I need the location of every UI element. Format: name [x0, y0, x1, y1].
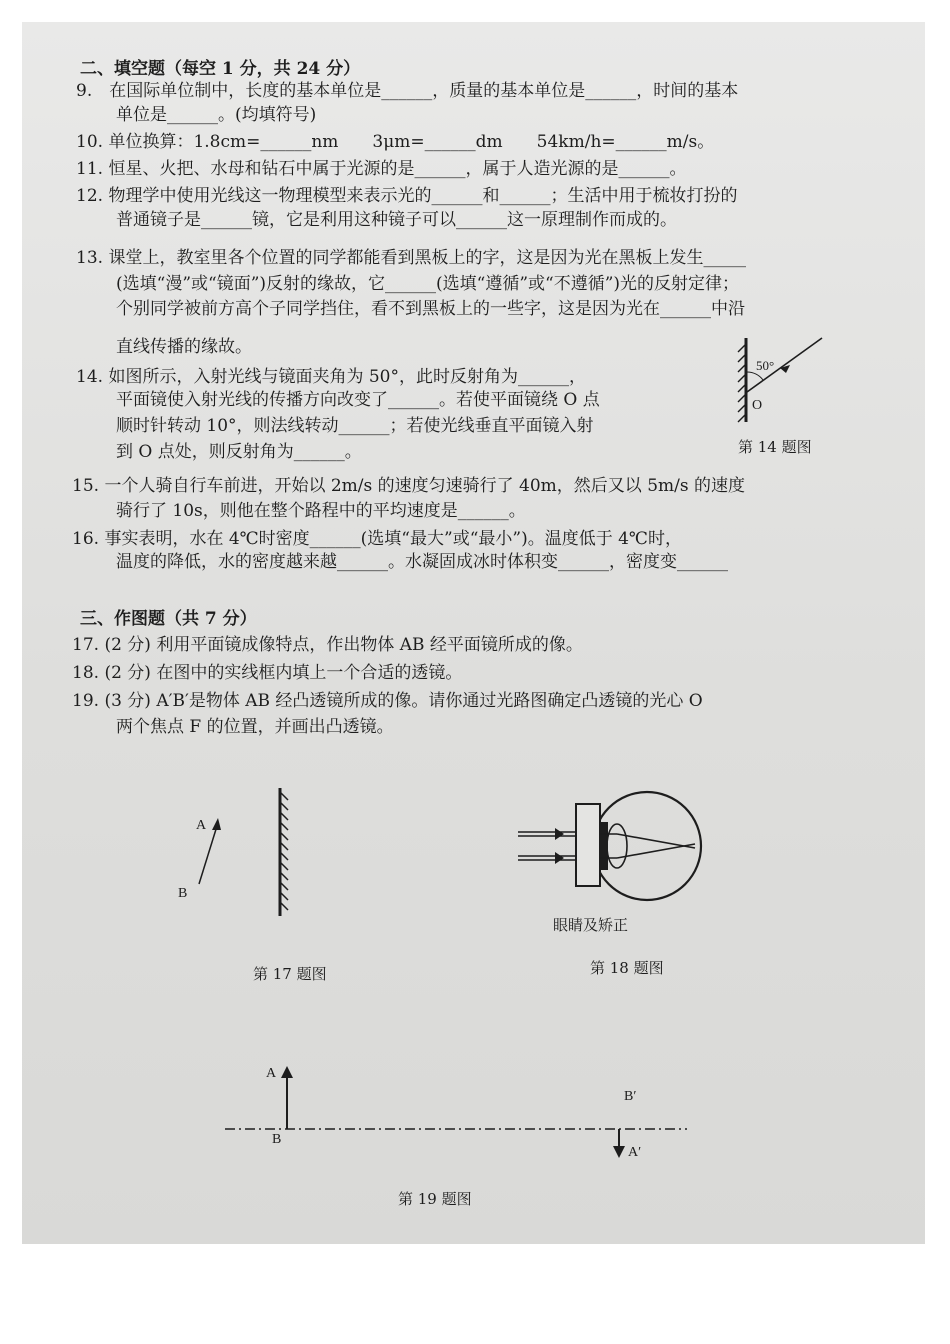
- fig18-ray-arrow-bottom: [555, 852, 564, 864]
- q13-line3: 个别同学被前方高个子同学挡住，看不到黑板上的一些字，这是因为光在______中沿: [116, 299, 745, 319]
- q14-line2: 平面镜使入射光线的传播方向改变了______。若使平面镜绕 O 点: [116, 390, 600, 410]
- fig19-label-b-prime: B′: [624, 1089, 637, 1104]
- fig19-diagram: [225, 1062, 690, 1162]
- fig14-caption: 第 14 题图: [738, 438, 812, 456]
- fig17-caption: 第 17 题图: [253, 965, 327, 983]
- fig19-label-b: B: [272, 1132, 282, 1147]
- fig19-caption: 第 19 题图: [398, 1190, 472, 1208]
- fig18-pupil-bar: [601, 822, 608, 870]
- fig14-point-o: O: [752, 398, 763, 413]
- q14-line3: 顺时针转动 10°，则法线转动______；若使光线垂直平面镜入射: [116, 416, 594, 436]
- fig18-sublabel: 眼睛及矫正: [553, 916, 629, 934]
- fig18-caption: 第 18 题图: [590, 959, 664, 977]
- q9-line1: 9. 在国际单位制中，长度的基本单位是______，质量的基本单位是______，时间的基本: [76, 81, 739, 101]
- q9-line2: 单位是______。(均填符号): [116, 105, 317, 125]
- q15-line1: 15. 一个人骑自行车前进，开始以 2m/s 的速度匀速骑行了 40m，然后又以 5m/s 的速度: [72, 476, 745, 496]
- fig17-label-b: B: [178, 886, 188, 901]
- fig17-label-a: A: [196, 818, 207, 833]
- q19-line2: 两个焦点 F 的位置，并画出凸透镜。: [116, 717, 394, 737]
- fig18-lens-box: [576, 804, 600, 886]
- fig19-label-a-prime: A′: [628, 1145, 642, 1160]
- q14-line4: 到 O 点处，则反射角为______。: [116, 442, 362, 462]
- q14-line1: 14. 如图所示，入射光线与镜面夹角为 50°，此时反射角为______，: [76, 367, 586, 387]
- fig17-arrow-head: [212, 818, 221, 830]
- fig14-angle-label: 50°: [756, 358, 775, 373]
- q16-line1: 16. 事实表明，水在 4℃时密度______(选填“最大”或“最小”)。温度低于 4℃时，: [72, 529, 682, 549]
- q12-line1: 12. 物理学中使用光线这一物理模型来表示光的______和______；生活中用于梳妆打扮的: [76, 186, 738, 206]
- section3-title: 三、作图题（共 7 分）: [80, 609, 257, 629]
- fig14-diagram: [730, 338, 870, 428]
- fig19-image-arrow: [613, 1146, 625, 1158]
- q17-line: 17. (2 分) 利用平面镜成像特点，作出物体 AB 经平面镜所成的像。: [72, 635, 583, 655]
- fig18-ray-arrow-top: [555, 828, 564, 840]
- q19-line1: 19. (3 分) A′B′是物体 AB 经凸透镜所成的像。请你通过光路图确定凸透镜的光心 O: [72, 691, 703, 711]
- section2-title: 二、填空题（每空 1 分，共 24 分）: [80, 59, 361, 79]
- q13-line1: 13. 课堂上，教室里各个位置的同学都能看到黑板上的字，这是因为光在黑板上发生_____: [76, 248, 746, 268]
- q15-line2: 骑行了 10s，则他在整个路程中的平均速度是______。: [116, 501, 526, 521]
- fig17-object-ab: [199, 826, 217, 884]
- fig18-diagram: [515, 790, 705, 910]
- q12-line2: 普通镜子是______镜，它是利用这种镜子可以______这一原理制作而成的。: [116, 210, 677, 230]
- fig19-object-arrow: [281, 1066, 293, 1078]
- q16-line2: 温度的降低，水的密度越来越______。水凝固成冰时体积变______，密度变______: [116, 552, 728, 572]
- fig17-diagram: [190, 788, 300, 918]
- q11-line: 11. 恒星、火把、水母和钻石中属于光源的是______，属于人造光源的是______。: [76, 159, 687, 179]
- q18-line: 18. (2 分) 在图中的实线框内填上一个合适的透镜。: [72, 663, 463, 683]
- q13-line2: (选填“漫”或“镜面”)反射的缘故，它______(选填“遵循”或“不遵循”)光的反射定律；: [116, 274, 740, 294]
- fig19-label-a: A: [266, 1066, 277, 1081]
- q10-line: 10. 单位换算：1.8cm=______nm 3μm=______dm 54km/h=______m/s。: [76, 132, 715, 152]
- q13-line4: 直线传播的缘故。: [116, 337, 252, 357]
- fig18-eye-lens: [607, 824, 627, 868]
